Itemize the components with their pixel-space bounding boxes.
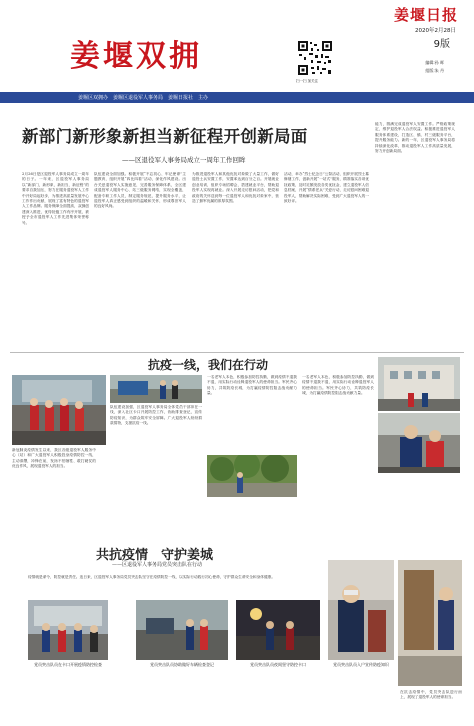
photo-patrol-2 (136, 600, 228, 660)
photo-building (378, 357, 460, 411)
lead-headline: 新部门新形象新担当新征程开创新局面 (22, 127, 308, 146)
lead-subhead: ——区退役军人事务局成立一周年工作回眸 (122, 156, 246, 164)
section3-headline: 共抗疫情 守护姜城 (96, 548, 214, 563)
photo-patrol-4 (328, 560, 394, 660)
page-number: 9版 (433, 39, 450, 50)
qr-code[interactable] (297, 40, 333, 76)
sponsor-text: 姜堰区双拥办 姜堰区退役军人事务局 姜堰日报社 主办 (78, 95, 209, 101)
lead-col-5: 能力，圆满完成退役军人安置工作。严格政策规定，维护退役军人合法权益。积极推进退役军人服务体系建设，打造区、镇、村三级服务平台，提升服务能力。新的一年，区退役军人事务局将持续深化改革，推动退役军人工作高质量发展，努力开创新局面。 (375, 122, 455, 154)
section2-far-right-text: 一名老军人本色，积极参加防控执勤，做到疫情不退我不退，用实际行动诠释退役军人的使命担当。军民齐心协力，共筑防疫长城，为打赢疫情防控阻击战贡献力量。 (302, 375, 374, 396)
photo-patrol-1 (28, 600, 108, 660)
divider (10, 352, 464, 353)
section2-headline: 抗疫一线，我们在行动 (148, 358, 269, 372)
caption-4: 党员突击队员入户宣传防疫知识 (333, 662, 389, 667)
qr-caption: 扫一扫 加关注 (296, 79, 319, 83)
section3-intro: 疫情就是命令，防控就是责任。连日来，区退役军人事务局党员突击队坚守在疫情防控一线，以实际行动践行初心使命，守护群众生命安全和身体健康。 (28, 575, 276, 579)
photo-checkpoint (110, 375, 202, 403)
designer-credit: 组版:朱 丹 (425, 68, 444, 73)
lead-col-3: 为推进退役军人和其他优抚对象做了大量工作，做好退役士兵安置工作，安置率达到百分之百。开展就业创业培训，组织专场招聘会，搭建就业平台，帮助退役军人实现再就业。深入开展走访慰问活动，把党和政府的关怀送到每一位退役军人和优抚对象家中，营造了拥军优属的浓厚氛围。 (192, 172, 279, 204)
photo-patrol-3 (236, 600, 320, 660)
paper-name: 姜堰日报 (393, 6, 458, 24)
editor-credit: 编辑:孙 晖 (425, 60, 444, 65)
masthead (0, 0, 474, 94)
section2-left-text: 新冠肺炎疫情发生以来，我区各级退役军人服务中心（站）和广大退役军人积极投身疫情防控一线，主动请缨，冲锋在前，发扬不怕牺牲、敢打硬仗的优良作风，展现退役军人的担当。 (12, 448, 96, 469)
caption-2: 党员突击队员协助做好车辆检查登记 (150, 662, 214, 667)
photo-volunteer-portrait (378, 413, 460, 473)
photo-doorway (398, 560, 462, 686)
lead-col-1: 2月26日是区退役军人事务局成立一周年的日子。一年来，区退役军人事务局以“新部门，新形象，新担当，新征程”的要求自我加压，努力在服务退役军人工作中开好局起好步，为推进高质量发展中心工作作出贡献，展现了富有特色的退役军人工作品牌。服务保障全面提高，双拥创建深入推进，优待抚恤工作有序开展，被授予全市退役军人工作先进集体荣誉称号。 (22, 172, 89, 225)
section3-side-caption: 在抗击疫情中，党员突击队逆行而上，展现了退役军人的使命担当。 (400, 690, 462, 700)
page-title: 姜堰双拥 (70, 39, 202, 74)
section3-subhead: ——区退役军人事务局党员突击队在行动 (112, 562, 203, 568)
lead-col-2: 队伍建设全面加强。积极开展“不忘初心、牢记使命”主题教育，组织开展“四比四看”活动，深化作风建设。出台关爱退役军人实施意见，完善服务保障体系，全区建成退役军人服务中心、站三级服务网络，实现全覆盖，配备专职工作人员，制定服务规范，提升服务水平，让退役军人真正感受到组织的温暖和关怀，形成尊崇军人的良好风尚。 (94, 172, 186, 209)
caption-1: 党员突击队员在卡口开展疫情防控检查 (34, 662, 102, 667)
photo-checkpoint-small (98, 448, 110, 458)
issue-date: 2020年2月28日 (415, 28, 456, 34)
caption-3: 党员突击队员夜间坚守防控卡口 (250, 662, 306, 667)
lead-col-4: 活动，举办“烈士纪念日”公祭活动，组织开展烈士墓修缮工作，创新开展“一站式”服务，精准落实各项优抚政策，及时足额发放各类优抚金，建立退役军人信息档案，开展“情系老兵”关爱行动，走访慰问困难退役军人，帮助解决实际困难，受到广大退役军人的一致好评。 (284, 172, 369, 204)
section2-mid-text: 队伍建设加强，区退役军人事务局全体党员干部冲在一线，深入社区卡口开展防控工作，协助排查登记，宣传防疫知识，为群众筑牢安全屏障。广大退役军人纷纷捐款捐物，支援抗疫一线。 (110, 405, 202, 426)
photo-greenery (207, 455, 297, 497)
sponsor-band (0, 92, 474, 103)
photo-volunteers-red (12, 375, 106, 445)
section2-right-text: 一名老军人本色，积极参加防控执勤，做到疫情不退我不退，用实际行动诠释退役军人的使命担当。军民齐心协力，共筑防疫长城，为打赢疫情防控阻击战贡献力量。 (207, 375, 297, 396)
